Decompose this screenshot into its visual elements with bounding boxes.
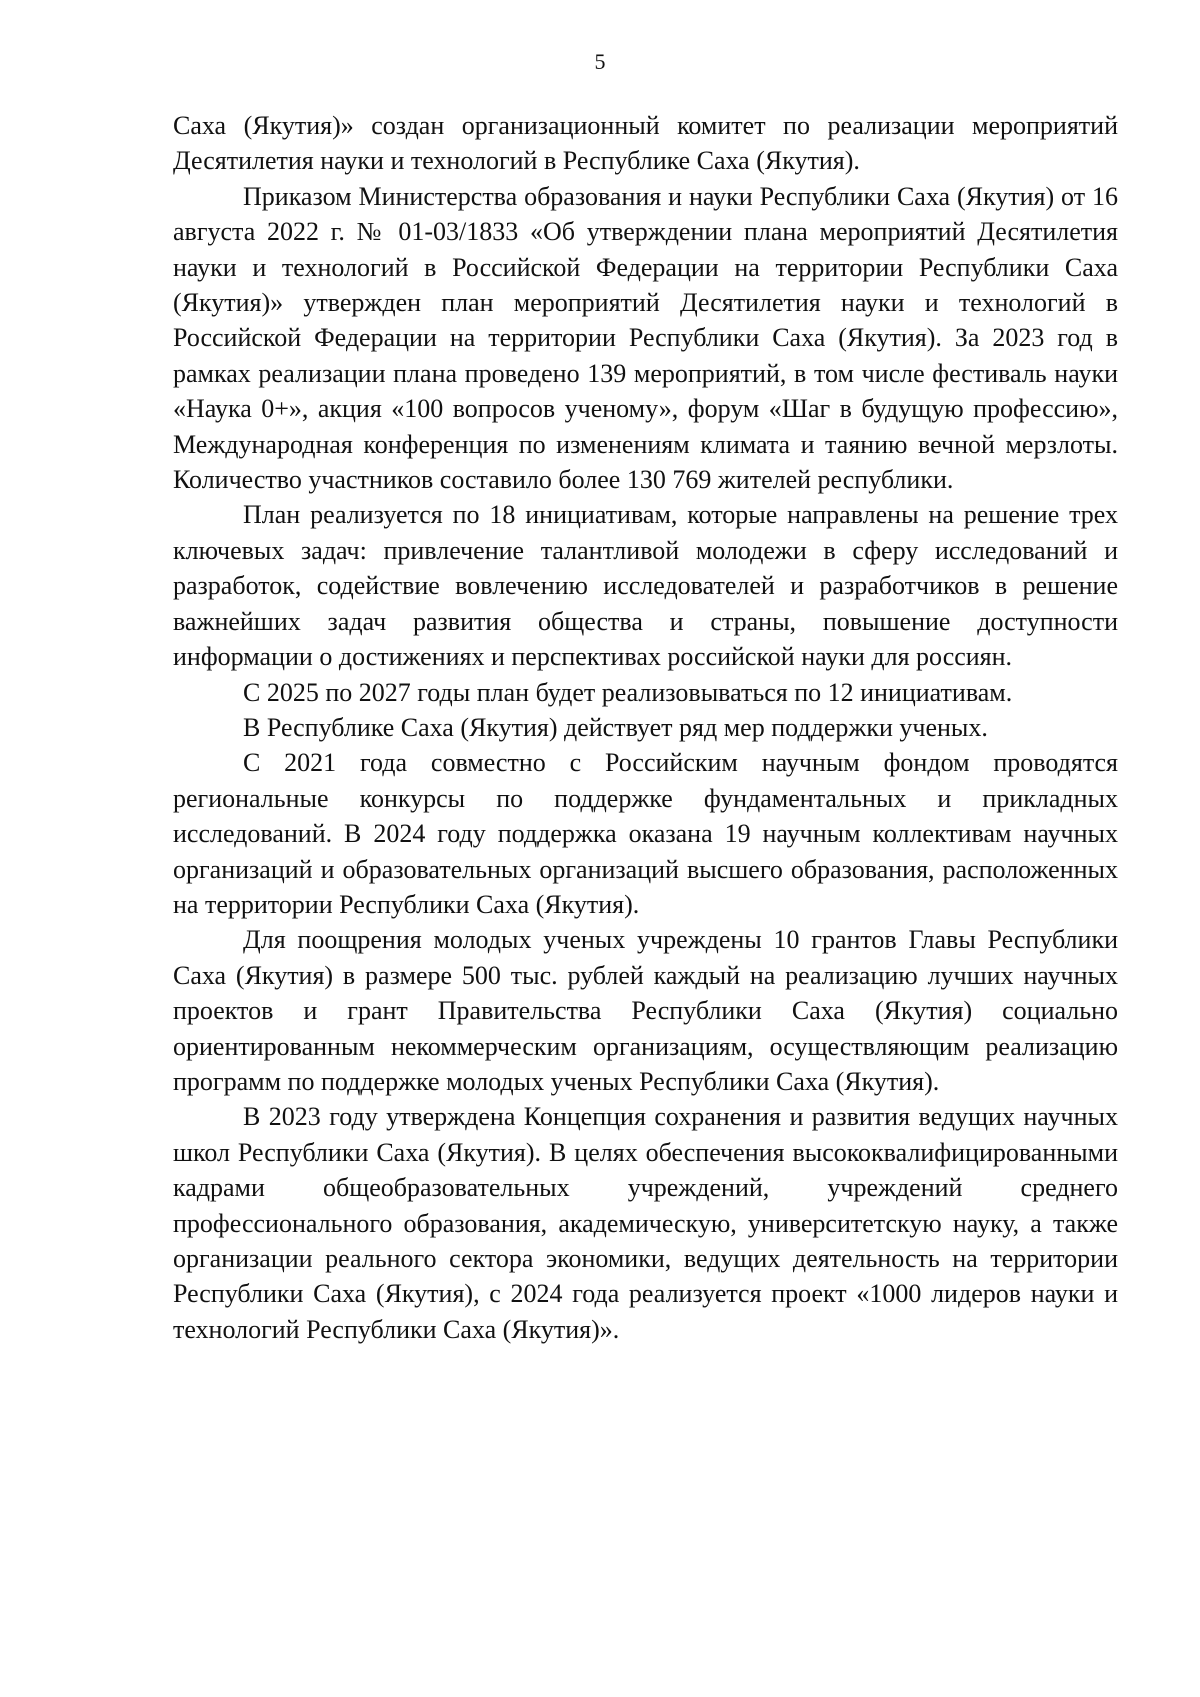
paragraph-support-measures: В Республике Саха (Якутия) действует ряд мер поддержки ученых. xyxy=(243,712,988,742)
paragraph-ministry-order: Приказом Министерства образования и науки Республики Саха (Якутия) от 16 августа 2022 г. № 01-03/1833 «Об утверждении плана мероприятий Десятилетия науки и технологий в Российской Федерации на территории Республики Саха (Якутия)» утвержден план мероприятий Десятилетия науки и технологий в Российской Федерации на территории Республики Саха (Якутия). За 2023 год в рамках реализации плана проведено 139 мероприятий, в том числе фестиваль науки «Наука 0+», акция «100 вопросов ученому», форум «Шаг в будущую профессию», Международная конференция по изменениям климата и таянию вечной мерзлоты. Количество участников составило более 130 769 жителей республики. xyxy=(173,181,1118,495)
page-number: 5 xyxy=(594,49,606,74)
paragraph-rsf-contests: С 2021 года совместно с Российским научным фондом проводятся региональные конкурсы по поддержке фундаментальных и прикладных исследований. В 2024 году поддержка оказана 19 научным коллективам научных организаций и образовательных организаций высшего образования, расположенных на территории Республики Саха (Якутия). xyxy=(173,748,1118,919)
paragraph-2025-2027: С 2025 по 2027 годы план будет реализовываться по 12 инициативам. xyxy=(243,677,1013,707)
paragraph-young-scientists-grants: Для поощрения молодых ученых учреждены 10 грантов Главы Республики Саха (Якутия) в размере 500 тыс. рублей каждый на реализацию лучших научных проектов и грант Правительства Республики Саха (Якутия) социально ориентированным некоммерческим организациям, осуществляющим реализацию программ по поддержке молодых ученых Республики Саха (Якутия). xyxy=(173,925,1118,1096)
paragraph-organizing-committee: Саха (Якутия)» создан организационный комитет по реализации мероприятий Десятилетия науки и технологий в Республике Саха (Якутия). xyxy=(173,111,1118,176)
paragraph-initiatives: План реализуется по 18 инициативам, которые направлены на решение трех ключевых задач: привлечение талантливой молодежи в сферу исследований и разработок, содействие вовлечению исследователей и разработчиков в решение важнейших задач развития общества и страны, повышение доступности информации о достижениях и перспективах российской науки для россиян. xyxy=(173,500,1118,672)
paragraph-scientific-schools: В 2023 году утверждена Концепция сохранения и развития ведущих научных школ Республики Саха (Якутия). В целях обеспечения высококвалифицированными кадрами общеобразовательных учреждений, учреждений среднего профессионального образования, академическую, университетскую науку, а также организации реального сектора экономики, ведущих деятельность на территории Республики Саха (Якутия), с 2024 года реализуется проект «1000 лидеров науки и технологий Республики Саха (Якутия)». xyxy=(173,1102,1118,1344)
document-body xyxy=(173,108,1118,1347)
